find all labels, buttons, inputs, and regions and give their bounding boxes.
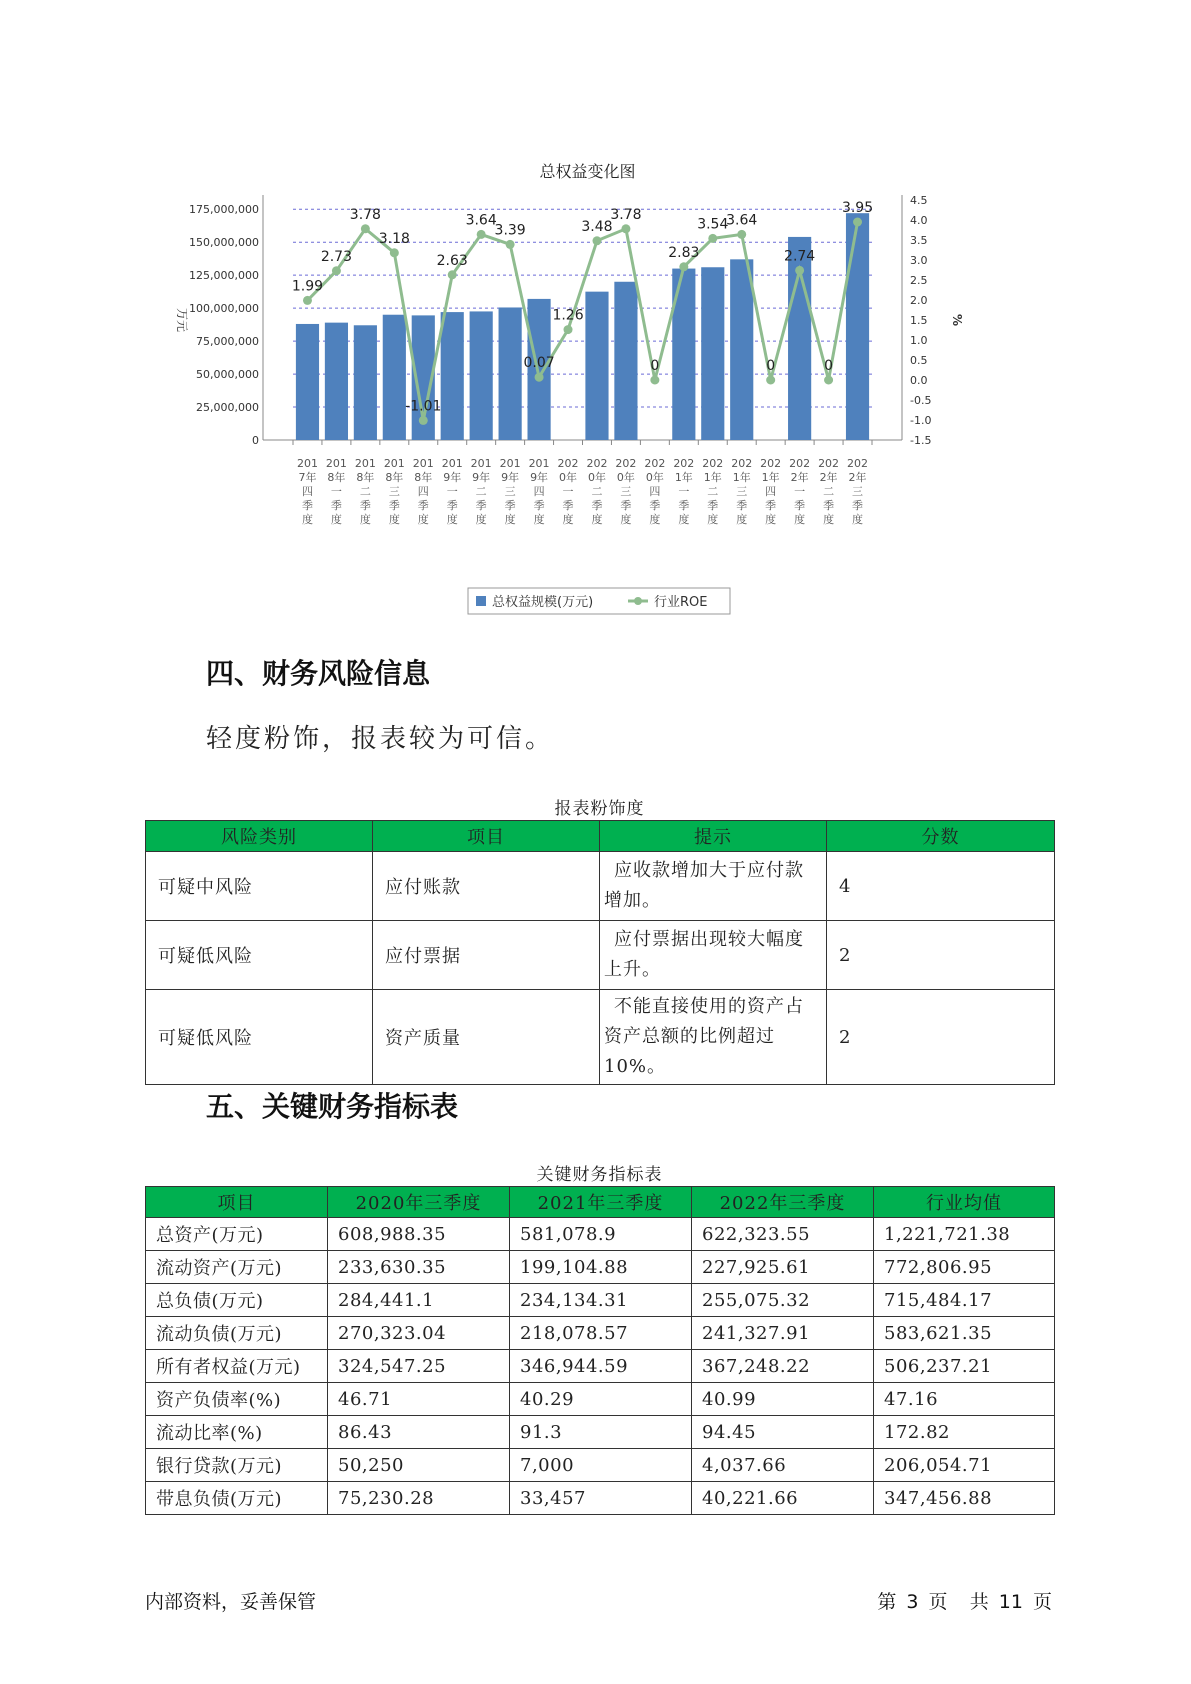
table-row [146, 990, 1055, 1085]
risk-score: 4 [827, 852, 1055, 921]
fin-cell: 346,944.59 [510, 1350, 692, 1383]
bar [383, 315, 406, 440]
x-tick-label: 度 [678, 513, 690, 526]
legend-line-label: 行业ROE [654, 595, 708, 610]
fin-row-label: 流动比率(%) [146, 1416, 328, 1449]
x-tick-label: 季 [388, 499, 400, 512]
fin-row-label: 资产负债率(%) [146, 1383, 328, 1416]
fin-cell: 218,078.57 [510, 1317, 692, 1350]
table-row [146, 921, 1055, 990]
x-tick-label: 0年 [587, 471, 606, 484]
x-tick-label: 季 [620, 499, 632, 512]
x-tick-label: 三 [504, 485, 516, 498]
x-tick-label: 季 [417, 499, 429, 512]
x-tick-label: 度 [562, 513, 574, 526]
y-right-tick-label: -1.0 [910, 414, 932, 427]
x-tick-label: 季 [359, 499, 371, 512]
x-tick-label: 四 [417, 485, 429, 498]
total-suffix: 页 [1032, 1591, 1052, 1613]
x-tick-label: 8年 [327, 471, 346, 484]
fin-cell: 241,327.91 [692, 1317, 874, 1350]
x-tick-label: 201 [470, 457, 492, 470]
fin-cell: 772,806.95 [874, 1251, 1055, 1284]
bar [354, 325, 377, 440]
x-tick-label: 四 [301, 485, 313, 498]
x-tick-label: 2年 [848, 471, 867, 484]
table-row [146, 1383, 1055, 1416]
roe-point [708, 234, 717, 243]
fin-cell: 47.16 [874, 1383, 1055, 1416]
fin-cell: 7,000 [510, 1449, 692, 1482]
fin-cell: 347,456.88 [874, 1482, 1055, 1515]
y-left-tick-label: 125,000,000 [189, 269, 259, 283]
x-tick-label: 201 [383, 457, 405, 470]
roe-point [332, 266, 341, 275]
x-tick-label: 度 [359, 513, 371, 526]
table-row [146, 1251, 1055, 1284]
fin-cell: 270,323.04 [328, 1317, 510, 1350]
fin-cell: 284,441.1 [328, 1284, 510, 1317]
y-left-tick-label: 0 [252, 434, 259, 447]
fin-header-2021q3: 2021年三季度 [510, 1187, 692, 1218]
roe-data-label: 2.73 [320, 248, 353, 265]
roe-point [766, 376, 775, 385]
fin-cell: 367,248.22 [692, 1350, 874, 1383]
x-tick-label: 度 [794, 513, 806, 526]
fin-cell: 40,221.66 [692, 1482, 874, 1515]
fin-cell: 581,078.9 [510, 1218, 692, 1251]
table-row [146, 1317, 1055, 1350]
x-tick-label: 一 [330, 485, 342, 498]
x-tick-label: 度 [417, 513, 429, 526]
x-tick-label: 201 [296, 457, 318, 470]
x-tick-label: 一 [562, 485, 574, 498]
fin-cell: 622,323.55 [692, 1218, 874, 1251]
bar [296, 324, 319, 440]
legend-bar-label: 总权益规模(万元) [492, 595, 594, 610]
roe-point [824, 376, 833, 385]
bar [441, 312, 464, 440]
fin-cell: 172.82 [874, 1416, 1055, 1449]
x-tick-label: 2年 [819, 471, 838, 484]
x-tick-label: 0年 [559, 471, 578, 484]
x-tick-label: 度 [504, 513, 516, 526]
roe-data-label: 3.48 [581, 218, 613, 235]
fin-cell: 608,988.35 [328, 1218, 510, 1251]
roe-point [448, 270, 457, 279]
page-total: 11 [998, 1591, 1023, 1613]
x-tick-label: 二 [591, 485, 603, 498]
bar [499, 307, 522, 440]
x-tick-label: 度 [388, 513, 400, 526]
risk-header-hint: 提示 [600, 821, 827, 852]
y-right-tick-label: 2.5 [910, 274, 928, 287]
x-tick-label: 9年 [443, 471, 462, 484]
y-left-tick-label: 50,000,000 [196, 368, 259, 382]
roe-data-label: 2.74 [784, 248, 816, 265]
y-left-axis-title: 万元 [175, 307, 189, 333]
x-tick-label: 1年 [674, 471, 693, 484]
page-current: 3 [906, 1591, 919, 1613]
y-right-tick-label: 3.5 [910, 234, 928, 247]
roe-point [303, 296, 312, 305]
risk-table [145, 820, 1055, 1085]
fin-cell: 199,104.88 [510, 1251, 692, 1284]
roe-point [535, 373, 544, 382]
x-tick-label: 9年 [530, 471, 549, 484]
x-tick-label: 季 [678, 499, 690, 512]
x-tick-label: 202 [702, 457, 724, 470]
x-tick-label: 三 [852, 485, 864, 498]
page-number [875, 1587, 1054, 1614]
fin-cell: 233,630.35 [328, 1251, 510, 1284]
x-tick-label: 季 [591, 499, 603, 512]
x-tick-label: 2年 [790, 471, 809, 484]
roe-point [506, 240, 515, 249]
x-tick-label: 一 [794, 485, 806, 498]
y-right-tick-label: 1.0 [910, 334, 928, 347]
x-tick-label: 三 [736, 485, 748, 498]
chart-title: 总权益变化图 [539, 162, 636, 181]
table-row [146, 852, 1055, 921]
x-tick-label: 202 [818, 457, 840, 470]
x-tick-label: 一 [678, 485, 690, 498]
x-tick-label: 季 [446, 499, 458, 512]
x-tick-label: 7年 [298, 471, 317, 484]
roe-data-label: 1.99 [291, 278, 324, 295]
page-mid: 页 [928, 1591, 948, 1613]
x-tick-label: 二 [475, 485, 487, 498]
x-tick-label: 季 [330, 499, 342, 512]
chart-svg [160, 160, 1020, 630]
fin-row-label: 带息负债(万元) [146, 1482, 328, 1515]
page-prefix: 第 [877, 1591, 897, 1613]
y-right-tick-label: 3.0 [910, 254, 928, 267]
section5-title: 五、关键财务指标表 [206, 1090, 459, 1123]
x-tick-label: 202 [557, 457, 579, 470]
roe-data-label: 2.63 [436, 252, 468, 269]
fin-cell: 46.71 [328, 1383, 510, 1416]
risk-table-caption: 报表粉饰度 [554, 799, 645, 819]
roe-data-label: 2.83 [668, 244, 700, 261]
y-left-tick-label: 175,000,000 [189, 203, 259, 217]
x-tick-label: 201 [354, 457, 376, 470]
fin-header-item: 项目 [146, 1187, 328, 1218]
roe-point [419, 416, 428, 425]
x-tick-label: 1年 [732, 471, 751, 484]
x-tick-label: 度 [330, 513, 342, 526]
x-tick-label: 9年 [472, 471, 491, 484]
x-tick-label: 季 [794, 499, 806, 512]
bar [470, 311, 493, 440]
x-tick-label: 202 [644, 457, 666, 470]
fin-cell: 33,457 [510, 1482, 692, 1515]
roe-data-label: 0 [766, 358, 776, 374]
footer-confidential: 内部资料，妥善保管 [145, 1591, 317, 1613]
x-tick-label: 0年 [645, 471, 664, 484]
risk-header-score: 分数 [827, 821, 1055, 852]
fin-row-label: 流动资产(万元) [146, 1251, 328, 1284]
roe-data-label: -1.01 [405, 398, 442, 415]
x-tick-label: 季 [823, 499, 835, 512]
fin-cell: 206,054.71 [874, 1449, 1055, 1482]
x-tick-label: 1年 [703, 471, 722, 484]
table-row [146, 1284, 1055, 1317]
roe-point [390, 248, 399, 257]
roe-point [853, 218, 862, 227]
fin-cell: 91.3 [510, 1416, 692, 1449]
roe-data-label: 3.18 [378, 230, 410, 247]
x-tick-label: 度 [707, 513, 719, 526]
x-tick-label: 201 [528, 457, 550, 470]
x-tick-label: 四 [649, 485, 661, 498]
x-tick-label: 202 [673, 457, 695, 470]
y-right-axis-title: % [950, 313, 964, 327]
x-tick-label: 季 [852, 499, 864, 512]
x-tick-label: 度 [591, 513, 603, 526]
bar [325, 323, 348, 440]
y-right-tick-label: 4.0 [910, 214, 928, 227]
risk-header-category: 风险类别 [146, 821, 373, 852]
roe-point [679, 262, 688, 271]
x-tick-label: 201 [412, 457, 434, 470]
roe-point [650, 376, 659, 385]
risk-item: 资产质量 [373, 990, 600, 1085]
fin-cell: 255,075.32 [692, 1284, 874, 1317]
x-tick-label: 二 [359, 485, 371, 498]
x-tick-label: 四 [765, 485, 777, 498]
roe-point [795, 266, 804, 275]
fin-cell: 4,037.66 [692, 1449, 874, 1482]
x-tick-label: 202 [586, 457, 608, 470]
fin-row-label: 所有者权益(万元) [146, 1350, 328, 1383]
y-left-tick-label: 75,000,000 [196, 335, 259, 349]
x-tick-label: 0年 [616, 471, 635, 484]
bar [614, 282, 637, 440]
table-row [146, 1416, 1055, 1449]
fin-cell: 86.43 [328, 1416, 510, 1449]
fin-header-2022q3: 2022年三季度 [692, 1187, 874, 1218]
fin-cell: 506,237.21 [874, 1350, 1055, 1383]
x-tick-label: 季 [562, 499, 574, 512]
table-row [146, 1482, 1055, 1515]
y-left-tick-label: 100,000,000 [189, 302, 259, 316]
x-tick-label: 度 [852, 513, 864, 526]
roe-point [564, 325, 573, 334]
roe-data-label: 3.54 [697, 216, 729, 233]
y-right-tick-label: 4.5 [910, 194, 928, 207]
roe-point [592, 236, 601, 245]
y-right-tick-label: 0.0 [910, 374, 928, 387]
x-tick-label: 二 [707, 485, 719, 498]
x-tick-label: 度 [620, 513, 632, 526]
roe-point [737, 230, 746, 239]
risk-score: 2 [827, 990, 1055, 1085]
x-tick-label: 四 [533, 485, 545, 498]
section4-title: 四、财务风险信息 [206, 657, 431, 690]
risk-item: 应付账款 [373, 852, 600, 921]
risk-hint: 不能直接使用的资产占资产总额的比例超过10%。 [600, 990, 827, 1085]
x-tick-label: 三 [620, 485, 632, 498]
fin-cell: 50,250 [328, 1449, 510, 1482]
fin-cell: 227,925.61 [692, 1251, 874, 1284]
roe-data-label: 3.95 [841, 200, 874, 216]
risk-category: 可疑中风险 [146, 852, 373, 921]
fin-row-label: 总资产(万元) [146, 1218, 328, 1251]
fin-header-industry-avg: 行业均值 [874, 1187, 1055, 1218]
bar [846, 213, 869, 440]
y-right-tick-label: -0.5 [910, 394, 932, 407]
x-tick-label: 度 [736, 513, 748, 526]
y-left-tick-label: 150,000,000 [189, 236, 259, 250]
risk-header-item: 项目 [373, 821, 600, 852]
roe-data-label: 3.78 [610, 206, 642, 223]
equity-chart [160, 160, 1020, 630]
table-row [146, 1350, 1055, 1383]
bar [730, 259, 753, 440]
x-tick-label: 201 [441, 457, 463, 470]
x-tick-label: 202 [731, 457, 753, 470]
fin-table [145, 1186, 1055, 1515]
x-tick-label: 季 [475, 499, 487, 512]
roe-data-label: 3.39 [494, 222, 526, 239]
x-tick-label: 度 [301, 513, 313, 526]
fin-row-label: 流动负债(万元) [146, 1317, 328, 1350]
risk-item: 应付票据 [373, 921, 600, 990]
fin-cell: 234,134.31 [510, 1284, 692, 1317]
x-tick-label: 度 [533, 513, 545, 526]
x-tick-label: 8年 [385, 471, 404, 484]
y-right-tick-label: 0.5 [910, 354, 928, 367]
x-tick-label: 8年 [356, 471, 375, 484]
risk-hint: 应付票据出现较大幅度上升。 [600, 921, 827, 990]
x-tick-label: 202 [760, 457, 782, 470]
fin-cell: 75,230.28 [328, 1482, 510, 1515]
fin-row-label: 总负债(万元) [146, 1284, 328, 1317]
x-tick-label: 季 [533, 499, 545, 512]
x-tick-label: 度 [475, 513, 487, 526]
fin-table-caption: 关键财务指标表 [536, 1165, 663, 1185]
fin-cell: 94.45 [692, 1416, 874, 1449]
roe-data-label: 0 [650, 358, 660, 374]
legend-line-marker [634, 597, 642, 605]
risk-category: 可疑低风险 [146, 921, 373, 990]
x-tick-label: 一 [446, 485, 458, 498]
roe-data-label: 1.26 [552, 307, 584, 324]
roe-data-label: 3.64 [726, 212, 758, 229]
risk-hint: 应收款增加大于应付款增加。 [600, 852, 827, 921]
risk-category: 可疑低风险 [146, 990, 373, 1085]
legend-bar-swatch [476, 596, 486, 606]
x-tick-label: 8年 [414, 471, 433, 484]
fin-cell: 40.99 [692, 1383, 874, 1416]
x-tick-label: 三 [388, 485, 400, 498]
x-tick-label: 1年 [761, 471, 780, 484]
total-prefix: 共 [969, 1591, 989, 1613]
x-tick-label: 202 [847, 457, 869, 470]
table-row [146, 1449, 1055, 1482]
roe-data-label: 0.07 [523, 355, 555, 372]
x-tick-label: 季 [301, 499, 313, 512]
table-row [146, 1218, 1055, 1251]
x-tick-label: 202 [789, 457, 811, 470]
roe-point [361, 224, 370, 233]
risk-score: 2 [827, 921, 1055, 990]
y-right-tick-label: 1.5 [910, 314, 928, 327]
x-tick-label: 季 [649, 499, 661, 512]
y-left-tick-label: 25,000,000 [196, 401, 259, 415]
x-tick-label: 季 [707, 499, 719, 512]
roe-point [621, 224, 630, 233]
x-tick-label: 度 [649, 513, 661, 526]
fin-cell: 715,484.17 [874, 1284, 1055, 1317]
fin-cell: 40.29 [510, 1383, 692, 1416]
roe-data-label: 0 [824, 358, 834, 374]
x-tick-label: 二 [823, 485, 835, 498]
fin-cell: 324,547.25 [328, 1350, 510, 1383]
y-right-tick-label: -1.5 [910, 434, 932, 447]
x-tick-label: 9年 [501, 471, 520, 484]
fin-cell: 1,221,721.38 [874, 1218, 1055, 1251]
x-tick-label: 度 [823, 513, 835, 526]
x-tick-label: 季 [736, 499, 748, 512]
fin-header-2020q3: 2020年三季度 [328, 1187, 510, 1218]
bar [701, 267, 724, 440]
x-tick-label: 度 [446, 513, 458, 526]
bar [585, 292, 608, 440]
roe-data-label: 3.64 [465, 212, 497, 229]
x-tick-label: 度 [765, 513, 777, 526]
y-right-tick-label: 2.0 [910, 294, 928, 307]
roe-data-label: 3.78 [349, 206, 381, 223]
fin-row-label: 银行贷款(万元) [146, 1449, 328, 1482]
roe-point [477, 230, 486, 239]
x-tick-label: 201 [499, 457, 521, 470]
x-tick-label: 季 [504, 499, 516, 512]
risk-summary: 轻度粉饰，报表较为可信。 [206, 724, 555, 754]
x-tick-label: 201 [325, 457, 347, 470]
x-tick-label: 202 [615, 457, 637, 470]
x-tick-label: 季 [765, 499, 777, 512]
fin-cell: 583,621.35 [874, 1317, 1055, 1350]
